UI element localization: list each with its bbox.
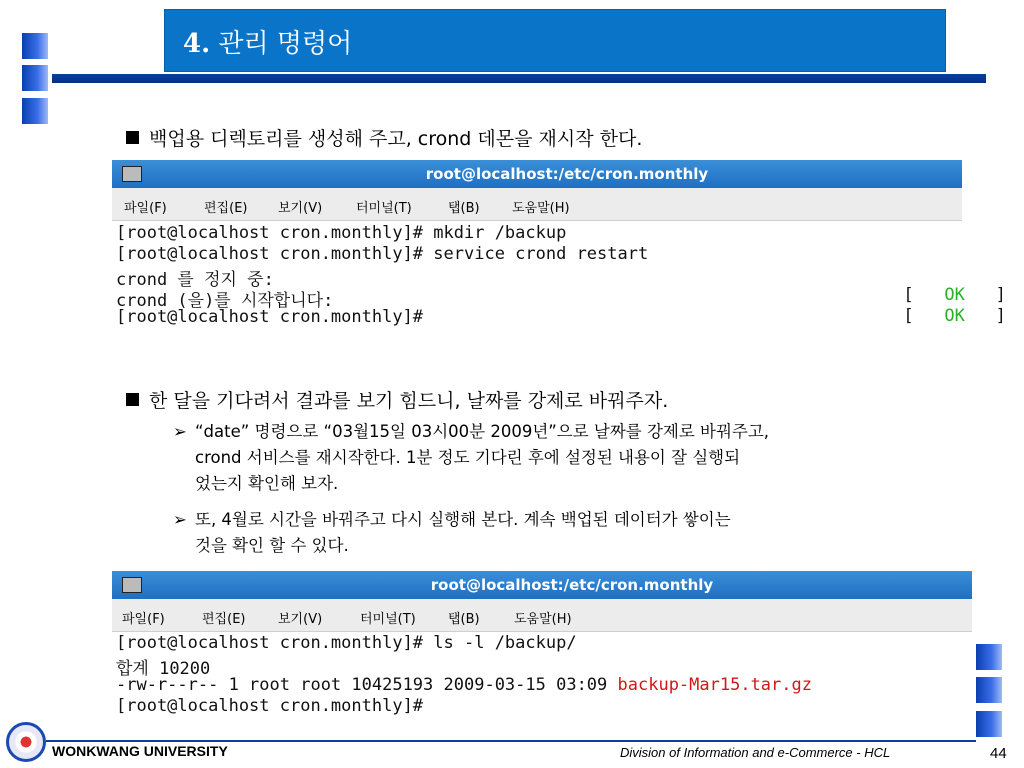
title-underline <box>52 74 986 83</box>
status-bracket-open: [ <box>903 306 914 326</box>
square-bullet-icon <box>126 131 139 144</box>
terminal-2-menubar <box>112 599 972 632</box>
department-name: Division of Information and e-Commerce - HCL <box>620 745 891 760</box>
bullet-2 <box>126 386 668 413</box>
menu-edit[interactable]: 편집(E) <box>202 612 246 627</box>
arrow-bullet-icon: ➢ <box>173 510 187 529</box>
title-box <box>164 9 946 72</box>
bullet-1-text: 백업용 디렉토리를 생성해 주고, crond 데몬을 재시작 한다. <box>149 128 643 150</box>
university-logo-icon <box>6 722 46 762</box>
menu-tabs[interactable]: 탭(B) <box>448 201 480 216</box>
terminal-1-menubar <box>112 188 962 221</box>
bullet-1 <box>126 124 642 151</box>
menu-terminal[interactable]: 터미널(T) <box>356 201 412 216</box>
status-bracket-close: ] <box>995 306 1006 326</box>
terminal-window-2 <box>112 571 972 719</box>
square-bullet-icon <box>126 393 139 406</box>
menu-edit[interactable]: 편집(E) <box>204 201 248 216</box>
terminal-line: [root@localhost cron.monthly]# service crond restart <box>116 244 649 264</box>
university-name: WONKWANG UNIVERSITY <box>52 743 228 759</box>
terminal-2-output <box>112 632 972 719</box>
subbullet-1-line: “date” 명령으로 “03월15일 03시00분 2009년”으로 날짜를 강제로 바꿔주고, <box>195 422 770 441</box>
terminal-1-title: root@localhost:/etc/cron.monthly <box>425 165 709 183</box>
arrow-bullet-icon: ➢ <box>173 422 187 441</box>
menu-view[interactable]: 보기(V) <box>278 612 323 627</box>
menu-help[interactable]: 도움말(H) <box>512 201 570 216</box>
subbullet-2-line: 것을 확인 할 수 있다. <box>195 536 349 555</box>
page-number: 44 <box>990 745 1007 762</box>
title-number: 4. <box>183 29 211 59</box>
decor-square-5 <box>976 677 1002 703</box>
terminal-line: [root@localhost cron.monthly]# <box>116 696 424 716</box>
terminal-line: crond (을)를 시작합니다: <box>116 291 334 311</box>
terminal-line: [root@localhost cron.monthly]# mkdir /backup <box>116 223 567 243</box>
subbullet-1-line: crond 서비스를 재시작한다. 1분 정도 기다린 후에 설정된 내용이 잘 실행되 <box>195 448 741 467</box>
menu-view[interactable]: 보기(V) <box>278 201 323 216</box>
decor-square-2 <box>22 65 48 91</box>
status-ok-2 <box>842 286 1006 346</box>
terminal-1-titlebar <box>112 160 962 188</box>
subbullet-2 <box>173 507 731 559</box>
terminal-line: 합계 10200 <box>116 659 211 679</box>
decor-square-4 <box>976 644 1002 670</box>
terminal-line: crond 를 정지 중: <box>116 270 274 290</box>
menu-file[interactable]: 파일(F) <box>124 201 167 216</box>
file-listing: -rw-r--r-- 1 root root 10425193 2009-03-15 03:09 <box>116 675 618 695</box>
terminal-line: [root@localhost cron.monthly]# <box>116 307 424 327</box>
terminal-window-1 <box>112 160 1006 327</box>
terminal-line <box>116 675 812 695</box>
menu-help[interactable]: 도움말(H) <box>514 612 572 627</box>
menu-terminal[interactable]: 터미널(T) <box>360 612 416 627</box>
bullet-2-text: 한 달을 기다려서 결과를 보기 힘드니, 날짜를 강제로 바꿔주자. <box>149 390 669 412</box>
page-title <box>183 23 352 60</box>
menu-file[interactable]: 파일(F) <box>122 612 165 627</box>
status-bracket-open: [ <box>903 285 914 305</box>
backup-file-name: backup-Mar15.tar.gz <box>617 675 812 695</box>
terminal-line: [root@localhost cron.monthly]# ls -l /backup/ <box>116 633 577 653</box>
status-ok-text: OK <box>944 285 965 305</box>
terminal-2-titlebar <box>112 571 972 599</box>
menu-tabs[interactable]: 탭(B) <box>448 612 480 627</box>
subbullet-1 <box>173 419 770 497</box>
status-ok-text: OK <box>944 306 965 326</box>
terminal-2-title: root@localhost:/etc/cron.monthly <box>430 576 714 594</box>
status-bracket-close: ] <box>995 285 1006 305</box>
subbullet-1-line: 었는지 확인해 보자. <box>195 474 339 493</box>
terminal-1-output <box>112 221 1006 327</box>
decor-square-3 <box>22 98 48 124</box>
subbullet-2-line: 또, 4월로 시간을 바꿔주고 다시 실행해 본다. 계속 백업된 데이터가 쌓이는 <box>195 510 731 529</box>
title-text: 관리 명령어 <box>218 29 353 59</box>
decor-square-6 <box>976 711 1002 737</box>
decor-square-1 <box>22 33 48 59</box>
footer-divider <box>46 740 976 742</box>
